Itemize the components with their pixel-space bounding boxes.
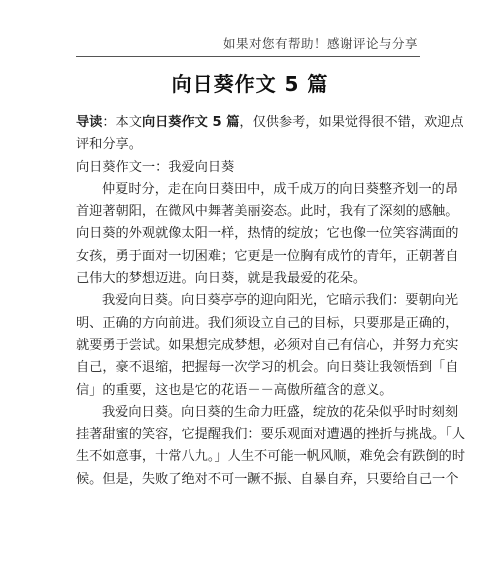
intro-title-ref: 向日葵作文 5 篇 xyxy=(141,115,240,130)
paragraph-line: 首迎著朝阳，在微风中舞著美丽姿态。此时，我有了深刻的感触。 xyxy=(76,204,459,220)
paragraph-line: 自己，豪不退缩，把握每一次学习的机会。向日葵让我领悟到「自 xyxy=(76,360,459,376)
paragraph-line: 我爱向日葵。向日葵的生命力旺盛，绽放的花朵似乎时时刻刻 xyxy=(102,404,459,420)
section-heading: 向日葵作文一：我爱向日葵 xyxy=(76,159,235,175)
document-body xyxy=(76,112,466,491)
paragraph-line: 挂著甜蜜的笑容，它提醒我们：要乐观面对遭遇的挫折与挑战。「人 xyxy=(76,427,466,443)
intro-line-2: 评和分享。 xyxy=(76,137,142,153)
paragraph-line: 己伟大的梦想迈进。向日葵，就是我最爱的花朵。 xyxy=(76,271,367,287)
bottom-fade xyxy=(0,552,500,566)
paragraph-line: 女孩，勇于面对一切困难；它更是一位胸有成竹的青年，正朝著自 xyxy=(76,248,459,264)
paragraph-line: 明、正确的方向前进。我们须设立自己的目标，只要那是正确的， xyxy=(76,315,459,331)
paragraph-line: 信」的重要，这也是它的花语－－高傲所蕴含的意义。 xyxy=(76,382,393,398)
header-note: 如果对您有帮助！感谢评论与分享 xyxy=(222,36,418,51)
intro-rest: ，仅供参考，如果觉得很不错，欢迎点 xyxy=(239,115,464,130)
paragraph-line: 就要勇于尝试。如果想完成梦想，必须对自己有信心，并努力充实 xyxy=(76,337,459,353)
paragraph-line: 仲夏时分，走在向日葵田中，成千成万的向日葵整齐划一的昂 xyxy=(102,181,459,197)
paragraph-line: 生不如意事，十常八九。」人生不可能一帆风顺，难免会有跌倒的时 xyxy=(76,449,466,465)
intro-sep: ：本文 xyxy=(102,115,142,130)
paragraph-line: 候。但是，失败了绝对不可一蹶不振、自暴自弃，只要给自己一个 xyxy=(76,471,459,487)
intro-line-1 xyxy=(76,112,464,134)
paragraph-line: 向日葵的外观就像太阳一样，热情的绽放；它也像一位笑容满面的 xyxy=(76,226,459,242)
paragraph-line: 我爱向日葵。向日葵亭亭的迎向阳光，它暗示我们：要朝向光 xyxy=(102,293,459,309)
header-rule xyxy=(76,56,420,57)
document-title: 向日葵作文 5 篇 xyxy=(171,72,329,96)
intro-label: 导读 xyxy=(76,115,103,130)
